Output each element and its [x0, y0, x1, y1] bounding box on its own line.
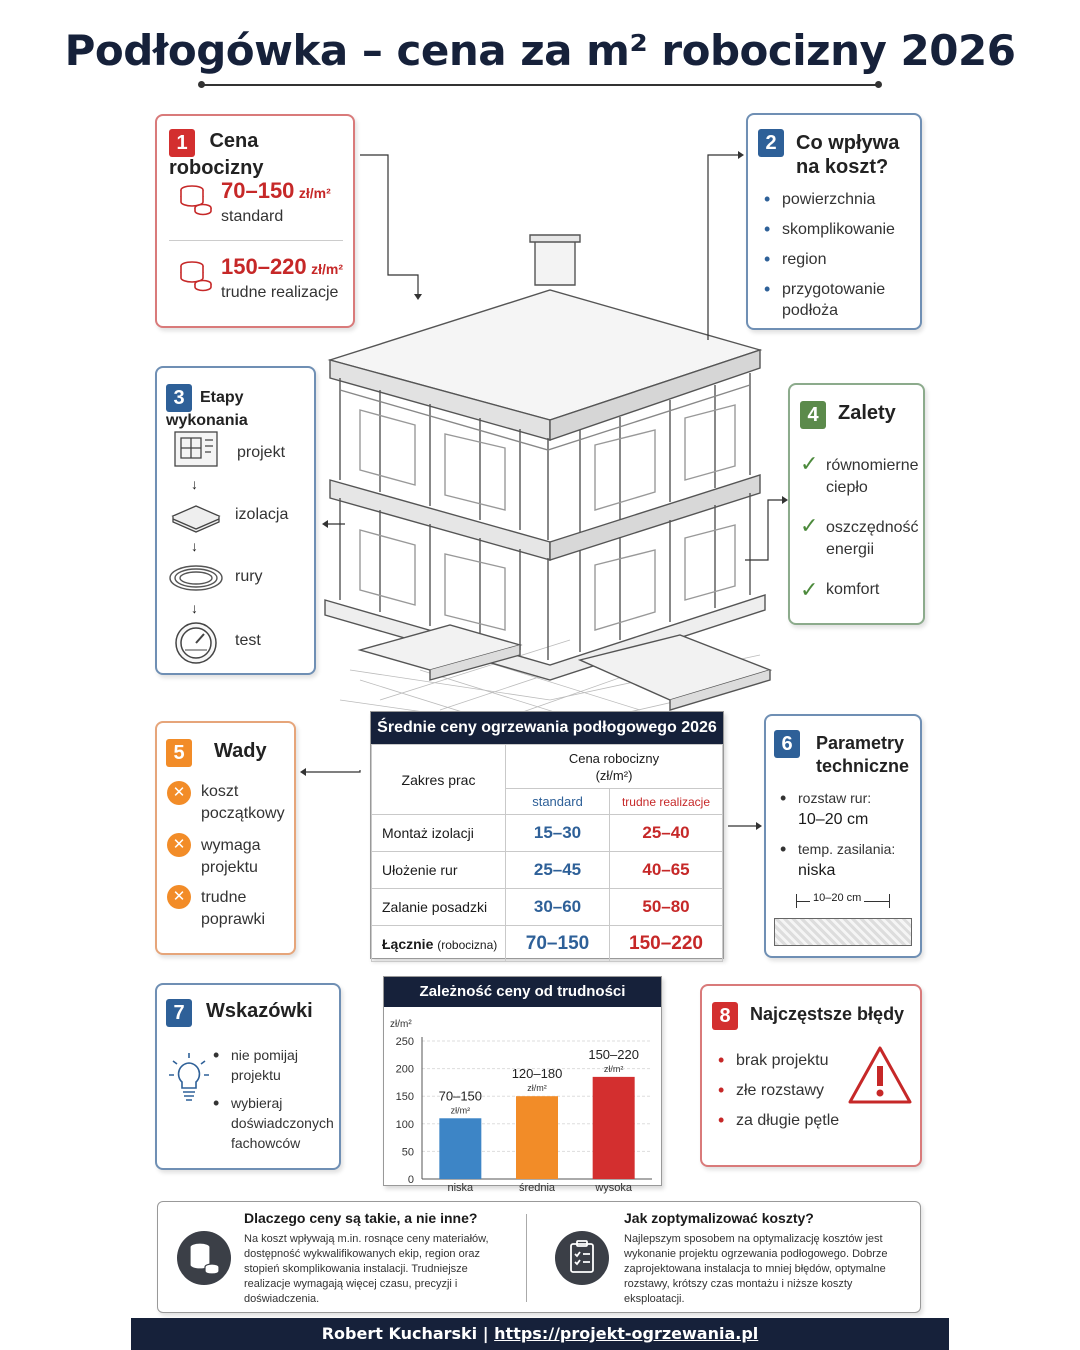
- bar-value-label: 120–180: [511, 1066, 563, 1082]
- bar-value-label: 150–220: [588, 1046, 639, 1062]
- divider: [526, 1214, 527, 1302]
- column-header-line: (zł/m²): [595, 767, 633, 783]
- card-heading-line1: Co wpływa: [796, 132, 900, 154]
- card-advantages: [788, 383, 925, 625]
- card-number: 4: [800, 401, 826, 429]
- stage-label: izolacja: [235, 506, 289, 523]
- card-labor-price: [155, 114, 355, 328]
- x-tick-label: niska: [447, 1182, 474, 1194]
- column-header-standard: standard: [506, 789, 610, 815]
- cell-hard: 25–40: [610, 815, 723, 852]
- price-unit: zł/m²: [311, 261, 343, 277]
- card-cost-factors: [746, 113, 922, 330]
- card-tips: [155, 983, 341, 1170]
- column-header-hard: trudne realizacje: [610, 789, 723, 815]
- footer-link[interactable]: https://projekt-ogrzewania.pl: [494, 1324, 759, 1343]
- stage-label: projekt: [237, 444, 286, 461]
- y-axis-unit: zł/m²: [390, 1019, 412, 1030]
- chart-title: Zależność ceny od trudności: [384, 977, 661, 1007]
- card-heading-line2: na koszt?: [796, 156, 889, 178]
- total-label: Łącznie: [382, 935, 434, 952]
- stage-label: test: [235, 632, 261, 649]
- y-tick-label: 50: [401, 1146, 414, 1159]
- price-standard-label: standard: [221, 208, 284, 225]
- y-tick-label: 200: [395, 1063, 414, 1076]
- mistake-item: • brak projektu: [714, 1050, 844, 1071]
- price-hard: 150–220: [221, 254, 307, 279]
- bottom-info-box: [157, 1201, 921, 1313]
- total-standard: 70–150: [506, 926, 610, 962]
- card-number: 5: [166, 739, 192, 767]
- stage-label: rury: [235, 568, 263, 585]
- card-heading: Etapy wykonania: [166, 389, 248, 429]
- x-icon: ✕: [167, 885, 191, 909]
- why-heading: Dlaczego ceny są takie, a nie inne?: [244, 1210, 478, 1226]
- list-item: • przygotowanie podłoża: [760, 279, 920, 321]
- x-tick-label: wysoka: [595, 1182, 633, 1194]
- price-table-grid: [371, 744, 723, 962]
- bar-value-label: 70–150: [438, 1088, 483, 1104]
- check-icon: ✓: [800, 577, 819, 602]
- bar: [593, 1077, 635, 1179]
- card-number: 3: [166, 384, 192, 412]
- table-row: [372, 815, 723, 852]
- y-tick-label: 0: [407, 1174, 414, 1186]
- disadvantage-item: trudne poprawki: [201, 889, 266, 928]
- arrow-down-icon: ↓: [191, 476, 198, 492]
- building-sketch-icon: [320, 230, 780, 730]
- warning-icon: [846, 1044, 914, 1106]
- card-number: 6: [774, 730, 800, 758]
- coins-icon: [176, 1230, 232, 1286]
- tip-item: • nie pomijaj projektu: [209, 1045, 339, 1085]
- tip-item: • wybieraj doświadczonych fachowców: [209, 1093, 339, 1153]
- x-tick-label: średnia: [518, 1182, 556, 1194]
- advantage-item: równomierne ciepło: [826, 457, 919, 496]
- price-table: [370, 711, 724, 959]
- card-work-stages: [155, 366, 316, 675]
- coins-icon: [179, 182, 213, 216]
- dimension-label: 10–20 cm: [810, 892, 864, 904]
- param-label: • rozstaw rur:: [776, 788, 920, 809]
- table-row: [372, 852, 723, 889]
- card-heading: Wady: [214, 740, 267, 763]
- bar-value-unit: zł/m²: [527, 1083, 547, 1094]
- row-label: Zalanie posadzki: [372, 889, 506, 926]
- cell-standard: 25–45: [506, 852, 610, 889]
- x-icon: ✕: [167, 781, 191, 805]
- list-item: • skomplikowanie: [760, 219, 920, 240]
- dimension-line: [796, 894, 890, 908]
- cell-hard: 50–80: [610, 889, 723, 926]
- table-title: Średnie ceny ogrzewania podłogowego 2026: [371, 712, 723, 744]
- cell-hard: 40–65: [610, 852, 723, 889]
- blueprint-icon: [171, 428, 221, 472]
- x-icon: ✕: [167, 833, 191, 857]
- card-heading-line2: techniczne: [816, 756, 910, 776]
- card-heading: Najczęstsze błędy: [750, 1004, 905, 1025]
- cell-standard: 30–60: [506, 889, 610, 926]
- disadvantage-item: wymaga projektu: [201, 837, 261, 876]
- column-header-scope: Zakres prac: [372, 745, 506, 815]
- card-number: 8: [712, 1002, 738, 1030]
- difficulty-chart: [383, 976, 662, 1194]
- total-note: (robocizna): [437, 937, 498, 952]
- param-value: 10–20 cm: [798, 811, 869, 828]
- lightbulb-icon: [167, 1051, 211, 1107]
- footer-author: Robert Kucharski |: [321, 1324, 489, 1343]
- card-heading: Cena robocizny: [169, 130, 264, 179]
- check-icon: ✓: [800, 513, 819, 538]
- list-item: • powierzchnia: [760, 189, 920, 210]
- card-heading: Zalety: [838, 402, 896, 425]
- advantage-item: komfort: [826, 581, 880, 598]
- why-body: Na koszt wpływają m.in. rosnące ceny materiałów, dostępność wykwalifikowanych ekip, region oraz stopień skomplikowania instalacji. Trudniejsze realizacje wymagają więcej czasu, precyzji i doświadczenia.: [244, 1233, 489, 1305]
- card-disadvantages: [155, 721, 296, 955]
- advantage-item: oszczędność energii: [826, 519, 919, 558]
- disadvantage-item: koszt początkowy: [201, 783, 285, 822]
- card-number: 1: [169, 129, 195, 157]
- column-header-price: [506, 745, 723, 789]
- y-tick-label: 250: [395, 1036, 414, 1048]
- optimize-body: Najlepszym sposobem na optymalizację kosztów jest wykonanie projektu ogrzewania podłogowego. Dobrze zaprojektowana instalacja to mniej błędów, optymalne rozstawy, krótszy czas montażu i niższe koszty eksploatacji.: [624, 1233, 888, 1305]
- card-number: 7: [166, 999, 192, 1027]
- bar: [516, 1096, 558, 1179]
- y-tick-label: 150: [395, 1091, 414, 1104]
- price-hard-label: trudne realizacje: [221, 284, 339, 301]
- param-value: niska: [798, 862, 836, 879]
- price-unit: zł/m²: [298, 185, 331, 201]
- table-row: [372, 889, 723, 926]
- arrow-down-icon: ↓: [191, 538, 198, 554]
- insulation-icon: [169, 496, 223, 536]
- pipe-coil-icon: [167, 558, 225, 598]
- title-divider: [200, 84, 880, 86]
- floor-section-icon: [774, 918, 912, 946]
- column-header-line: Cena robocizny: [568, 750, 660, 766]
- row-label: Montaż izolacji: [372, 815, 506, 852]
- divider: [169, 240, 343, 241]
- chart-plot: [384, 1007, 661, 1194]
- y-tick-label: 100: [395, 1118, 414, 1131]
- bar-value-unit: zł/m²: [603, 1063, 624, 1074]
- card-number: 2: [758, 129, 784, 157]
- cell-standard: 15–30: [506, 815, 610, 852]
- total-hard: 150–220: [610, 926, 723, 962]
- bar-value-unit: zł/m²: [450, 1105, 471, 1116]
- mistake-item: • za długie pętle: [714, 1110, 844, 1131]
- card-heading: Wskazówki: [206, 1000, 313, 1023]
- mistake-item: • złe rozstawy: [714, 1080, 844, 1101]
- footer: [131, 1318, 949, 1350]
- price-standard: 70–150: [221, 178, 295, 203]
- check-icon: ✓: [800, 451, 819, 476]
- card-technical-params: [764, 714, 922, 958]
- optimize-heading: Jak zoptymalizować koszty?: [624, 1210, 814, 1226]
- pressure-gauge-icon: [173, 620, 219, 666]
- card-common-mistakes: [700, 984, 922, 1167]
- arrow-down-icon: ↓: [191, 600, 198, 616]
- table-total-row: [372, 926, 723, 962]
- param-label: • temp. zasilania:: [776, 839, 920, 860]
- list-item: • region: [760, 249, 920, 270]
- page-title: Podłogówka – cena za m² robocizny 2026: [64, 26, 1016, 75]
- card-heading-line1: Parametry: [816, 733, 905, 753]
- bar: [439, 1118, 481, 1179]
- clipboard-icon: [554, 1230, 610, 1286]
- coins-icon: [179, 258, 213, 292]
- row-label: Ułożenie rur: [372, 852, 506, 889]
